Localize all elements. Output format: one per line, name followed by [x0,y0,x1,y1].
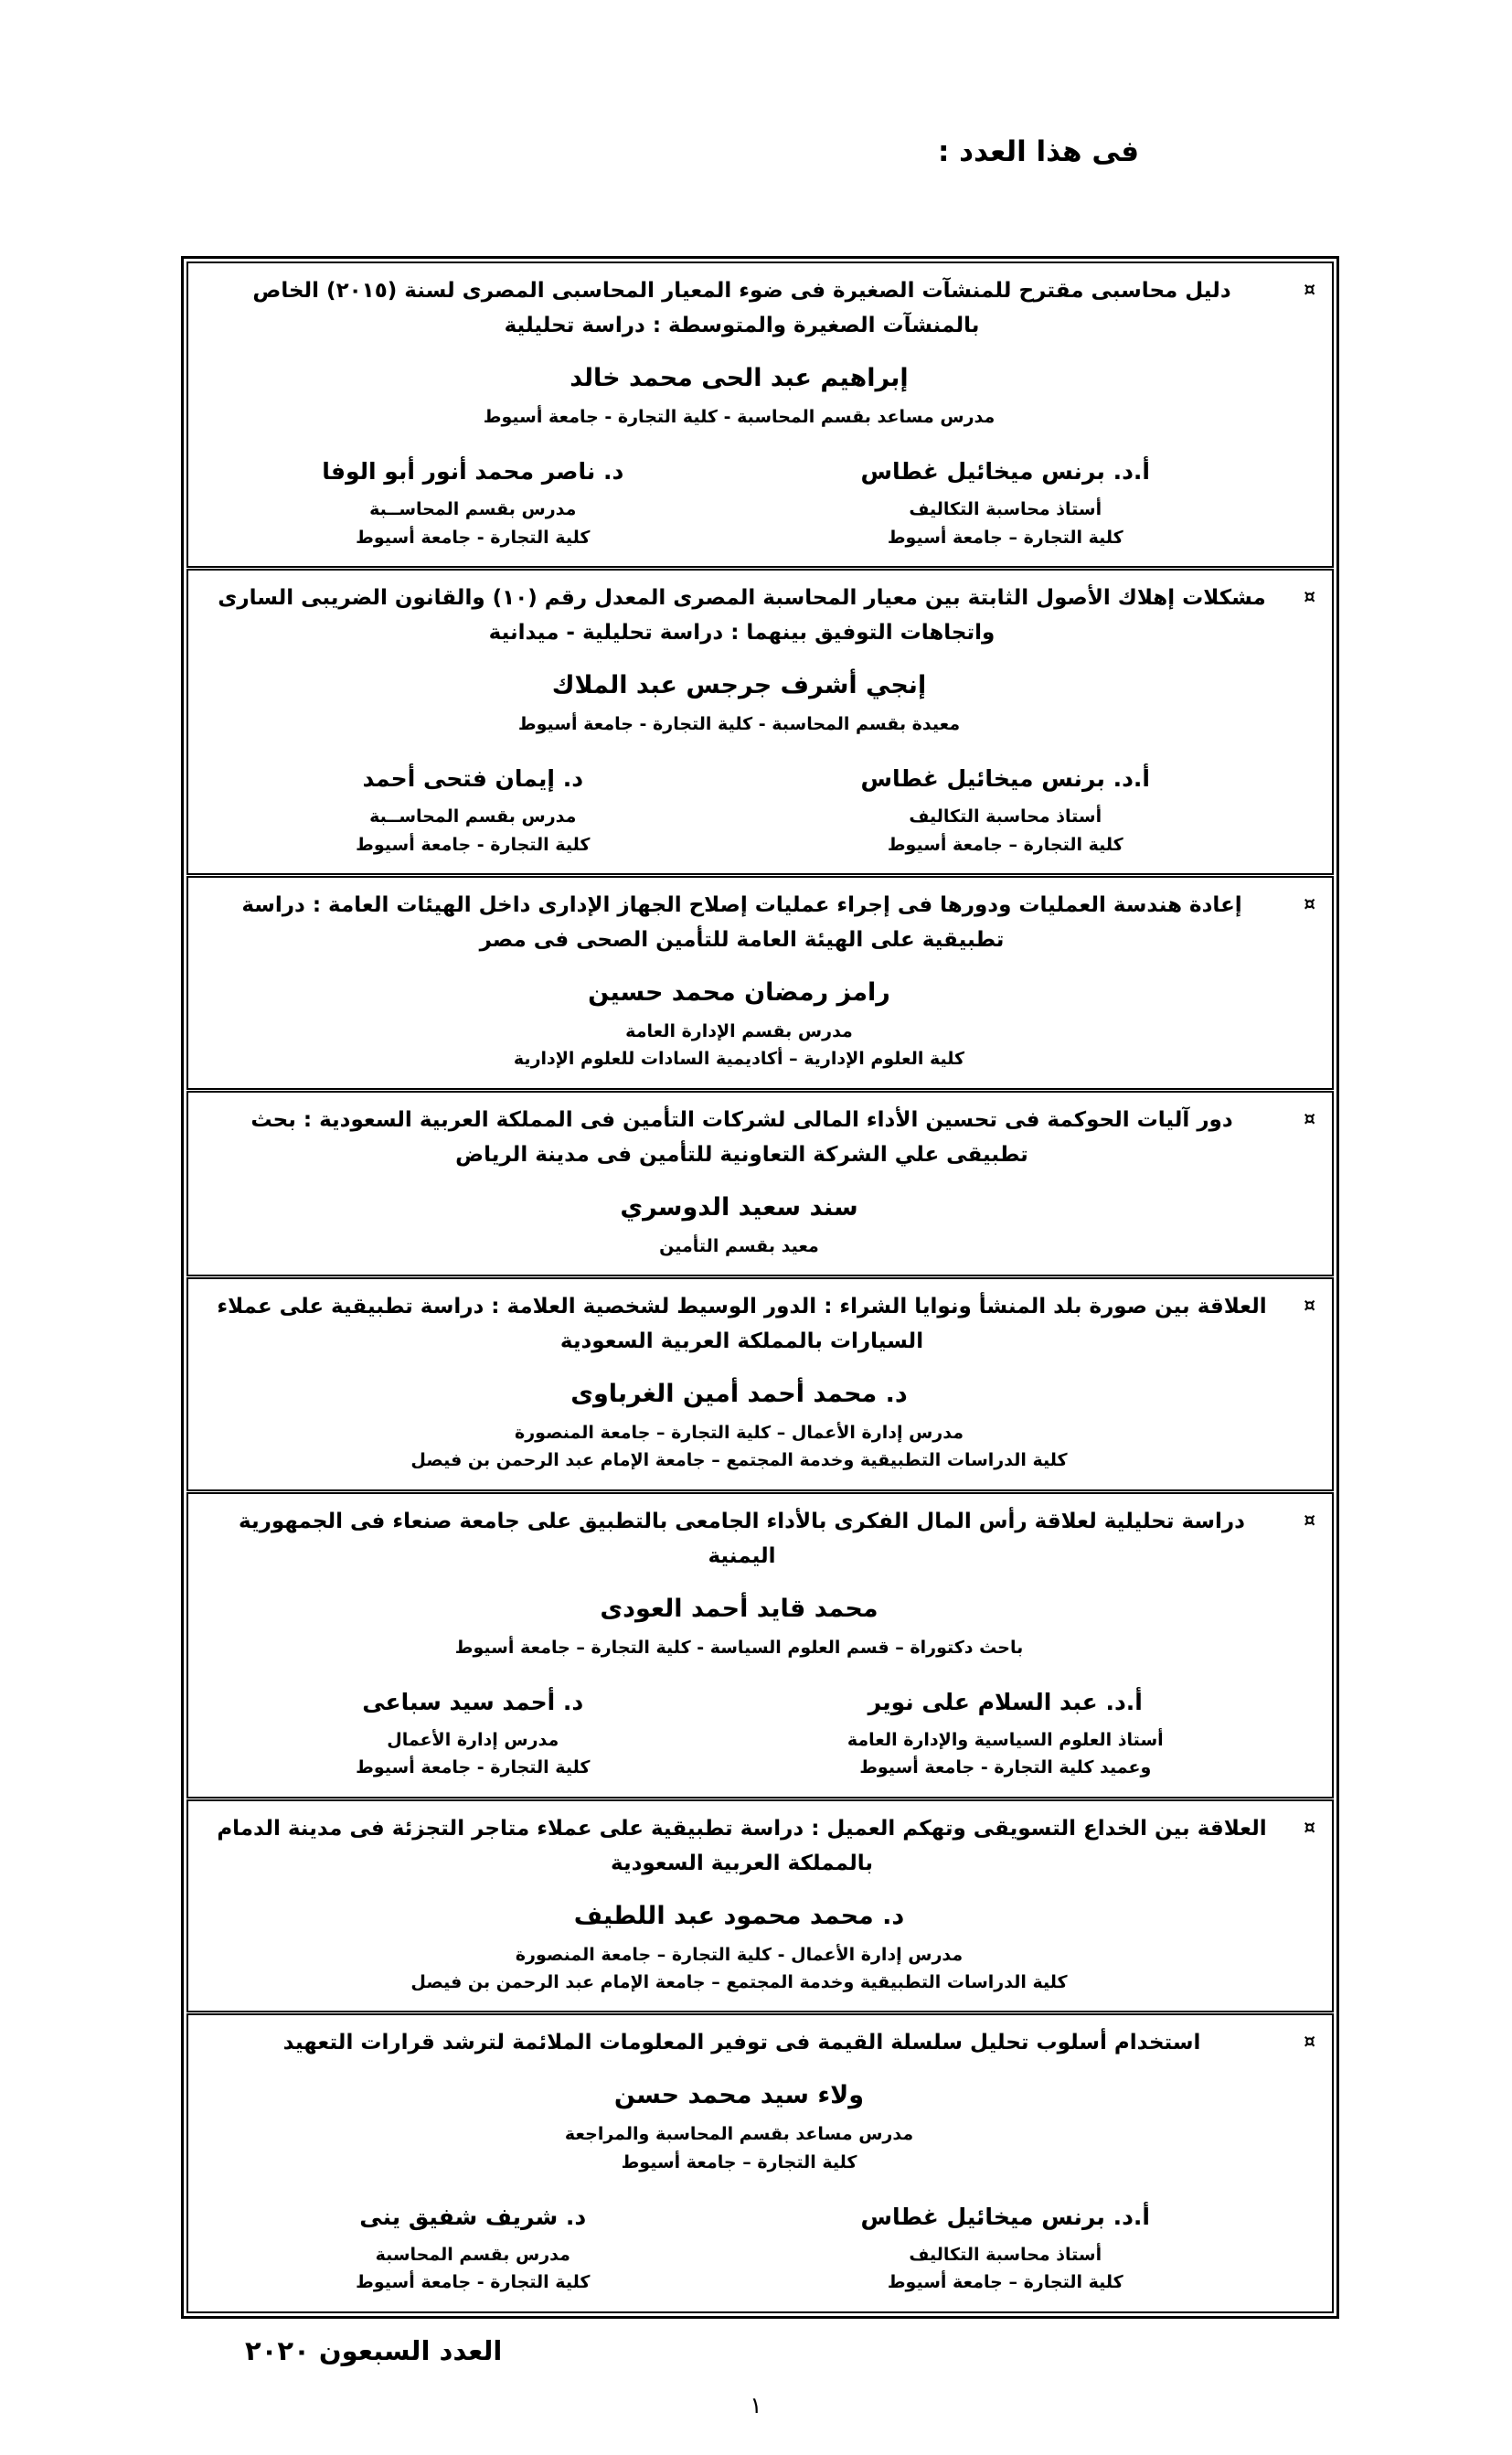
page-number: ١ [750,2391,762,2418]
coauthor-secondary [207,1689,740,1782]
toc-table [181,256,1339,2319]
author-name: د. ناصر محمد أنور أبو الوفا [322,458,624,486]
author-affiliation: كلية التجارة - جامعة أسيوط [356,527,591,548]
bullet-icon: ¤ [1304,892,1315,915]
coauthor-primary [740,1689,1272,1782]
coauthors [207,2204,1272,2297]
bullet-icon: ¤ [1304,1508,1315,1531]
author-affiliation: أستاذ محاسبة التكاليف [909,806,1102,827]
author-affiliation: كلية التجارة - جامعة أسيوط [356,2272,591,2293]
article-row-1 [186,262,1334,568]
author-affiliation: مدرس بقسم المحاســبة [369,806,577,827]
article-title: إعادة هندسة العمليات ودورها فى إجراء عمليات إصلاح الجهاز الإدارى داخل الهيئات العامة : دراسة تطبيقية على الهيئة العامة للتأمين الصحى فى مصر [241,893,1242,953]
main-author [207,1595,1272,1661]
article-title: دور آليات الحوكمة فى تحسين الأداء المالى لشركات التأمين فى المملكة العربية السعودية : بحث تطبيقى علي الشركة التعاونية للتأمين فى مدينة الرياض [250,1107,1233,1167]
article-title: استخدام أسلوب تحليل سلسلة القيمة فى توفير المعلومات الملائمة لترشد قرارات التعهيد [282,2031,1201,2055]
main-author [207,1193,1272,1260]
main-author [207,2081,1272,2176]
article-row-6 [186,1492,1334,1799]
author-affiliation: كلية الدراسات التطبيقية وخدمة المجتمع – جامعة الإمام عبد الرحمن بن فيصل [410,1450,1068,1471]
author-affiliation: كلية التجارة – جامعة أسيوط [621,2151,857,2172]
author-affiliation: كلية التجارة – جامعة أسيوط [887,527,1123,548]
author-affiliation: معيدة بقسم المحاسبة - كلية التجارة - جامعة أسيوط [517,713,961,734]
bullet-icon: ¤ [1304,1294,1315,1317]
bullet-icon: ¤ [1304,278,1315,300]
author-affiliation: وعميد كلية التجارة - جامعة أسيوط [859,1757,1152,1778]
author-name: رامز رمضان محمد حسين [588,977,890,1007]
author-affiliation: مدرس بقسم المحاسبة [375,2245,570,2266]
coauthor-secondary [207,458,740,551]
main-author [207,1380,1272,1475]
author-name: ولاء سيد محمد حسن [613,2081,865,2110]
author-affiliation: مدرس بقسم المحاســبة [369,499,577,520]
author-name: أ.د. عبد السلام على نوير [868,1688,1143,1715]
author-affiliation: كلية التجارة - جامعة أسيوط [356,834,591,855]
author-affiliation: كلية التجارة – جامعة أسيوط [887,2272,1123,2293]
article-title: مشكلات إهلاك الأصول الثابتة بين معيار المحاسبة المصرى المعدل رقم (١٠) والقانون الضريبى السارى واتجاهات التوفيق بينهما : دراسة تحليلية - ميدانية [218,586,1266,645]
article-row-3 [186,876,1334,1090]
author-name: د. شريف شفيق ينى [359,2204,587,2231]
coauthor-primary [740,765,1272,859]
bullet-icon: ¤ [1304,1815,1315,1838]
page-title: فى هذا العدد : [937,135,1139,168]
coauthor-secondary [207,765,740,859]
author-name: د. إيمان فتحى أحمد [362,765,584,793]
author-affiliation: كلية التجارة - جامعة أسيوط [356,1757,591,1778]
coauthors [207,1689,1272,1782]
article-row-5 [186,1277,1334,1491]
author-affiliation: مدرس إدارة الأعمال [387,1729,559,1750]
author-name: محمد قايد أحمد العودى [600,1594,878,1623]
author-affiliation: معيد بقسم التأمين [659,1235,819,1256]
main-author [207,671,1272,738]
author-affiliation: مدرس بقسم الإدارة العامة [625,1020,853,1041]
author-name: د. محمد محمود عبد اللطيف [573,1901,905,1930]
author-name: أ.د. برنس ميخائيل غطاس [860,765,1150,793]
author-affiliation: مدرس إدارة الأعمال - كلية التجارة – جامعة المنصورة [515,1944,964,1965]
coauthor-primary [740,2204,1272,2297]
article-row-7 [186,1799,1334,2013]
author-affiliation: مدرس مساعد بقسم المحاسبة - كلية التجارة - جامعة أسيوط [483,406,996,427]
bullet-icon: ¤ [1304,585,1315,608]
author-name: إبراهيم عبد الحى محمد خالد [570,363,909,392]
main-author [207,364,1272,431]
author-affiliation: باحث دكتوراة – قسم العلوم السياسة - كلية التجارة – جامعة أسيوط [454,1637,1024,1658]
article-row-8 [186,2013,1334,2313]
bullet-icon: ¤ [1304,1106,1315,1129]
article-title: دراسة تحليلية لعلاقة رأس المال الفكرى بالأداء الجامعى بالتطبيق على جامعة صنعاء فى الجمهورية اليمنية [239,1509,1245,1568]
author-affiliation: مدرس مساعد بقسم المحاسبة والمراجعة [564,2124,914,2145]
coauthors [207,765,1272,859]
article-title: العلاقة بين صورة بلد المنشأ ونوايا الشراء : الدور الوسيط لشخصية العلامة : دراسة تطبيقية على عملاء السيارات بالمملكة العربية السعودية [217,1295,1267,1353]
article-title: العلاقة بين الخداع التسويقى وتهكم العميل : دراسة تطبيقية على عملاء متاجر التجزئة فى مدينة الدمام بالمملكة العربية السعودية [217,1816,1267,1875]
coauthor-secondary [207,2204,740,2297]
main-author [207,978,1272,1073]
author-affiliation: كلية الدراسات التطبيقية وخدمة المجتمع – جامعة الإمام عبد الرحمن بن فيصل [410,1971,1068,1992]
issue-label: العدد السبعون ٢٠٢٠ [245,2334,503,2366]
author-name: أ.د. برنس ميخائيل غطاس [860,458,1150,486]
article-row-2 [186,569,1334,875]
main-author [207,1902,1272,1997]
author-name: د. أحمد سيد سباعى [362,1688,584,1715]
author-affiliation: أستاذ محاسبة التكاليف [909,2245,1102,2266]
author-affiliation: كلية التجارة – جامعة أسيوط [887,834,1123,855]
author-affiliation: مدرس إدارة الأعمال – كلية التجارة – جامعة المنصورة [515,1422,964,1443]
author-name: إنجي أشرف جرجس عبد الملاك [551,670,927,699]
bullet-icon: ¤ [1304,2030,1315,2053]
author-name: سند سعيد الدوسري [620,1192,858,1222]
author-affiliation: أستاذ العلوم السياسية والإدارة العامة [847,1729,1164,1750]
author-affiliation: كلية العلوم الإدارية – أكاديمية السادات للعلوم الإدارية [513,1049,965,1070]
author-name: د. محمد أحمد أمين الغرباوى [570,1379,908,1408]
author-affiliation: أستاذ محاسبة التكاليف [909,499,1102,520]
article-row-4 [186,1091,1334,1276]
article-title: دليل محاسبى مقترح للمنشآت الصغيرة فى ضوء المعيار المحاسبى المصرى لسنة (٢٠١٥) الخاص بالمنشآت الصغيرة والمتوسطة : دراسة تحليلية [252,279,1231,337]
coauthors [207,458,1272,551]
coauthor-primary [740,458,1272,551]
author-name: أ.د. برنس ميخائيل غطاس [860,2204,1150,2231]
